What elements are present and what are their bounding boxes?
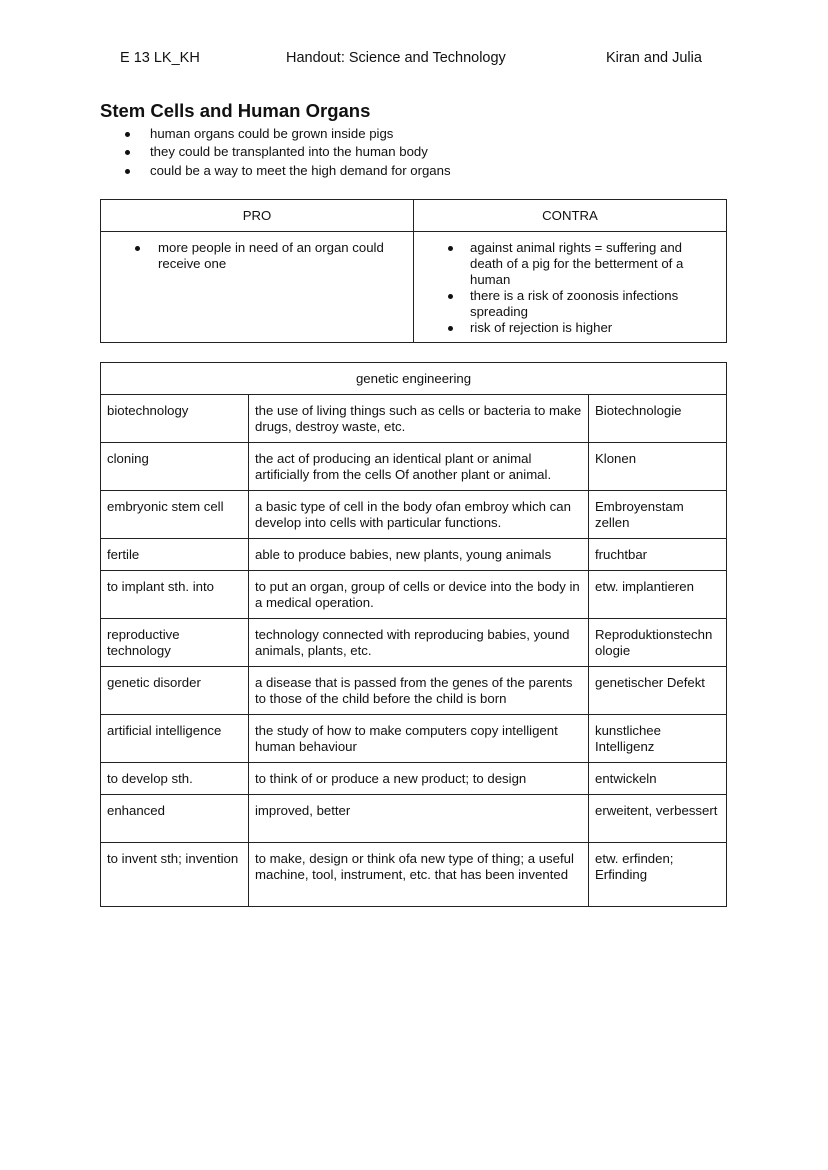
pro-contra-table — [100, 199, 727, 343]
definition-cell: improved, better — [249, 795, 589, 843]
table-row — [101, 491, 727, 539]
pro-contra-body-row — [101, 232, 727, 343]
definition-cell: the use of living things such as cells or bacteria to make drugs, destroy waste, etc. — [249, 395, 589, 443]
contra-item: against animal rights = suffering and death of a pig for the betterment of a human — [424, 240, 716, 288]
contra-item: risk of rejection is higher — [424, 320, 716, 336]
vocabulary-header-row — [101, 363, 727, 395]
definition-cell: to put an organ, group of cells or device into the body in a medical operation. — [249, 571, 589, 619]
table-row — [101, 795, 727, 843]
translation-cell: entwickeln — [589, 763, 727, 795]
translation-cell: fruchtbar — [589, 539, 727, 571]
intro-bullet: they could be transplanted into the human body — [100, 143, 451, 161]
translation-cell: Reproduktionstechn ologie — [589, 619, 727, 667]
definition-cell: technology connected with reproducing babies, yound animals, plants, etc. — [249, 619, 589, 667]
translation-cell: etw. erfinden; Erfinding — [589, 843, 727, 907]
contra-cell — [414, 232, 727, 343]
definition-cell: a basic type of cell in the body ofan embroy which can develop into cells with particular functions. — [249, 491, 589, 539]
section-title: Stem Cells and Human Organs — [100, 100, 371, 121]
pro-list — [111, 240, 403, 272]
translation-cell: etw. implantieren — [589, 571, 727, 619]
intro-bullet: human organs could be grown inside pigs — [100, 125, 451, 143]
term-cell: artificial intelligence — [101, 715, 249, 763]
translation-cell: Klonen — [589, 443, 727, 491]
pro-item: more people in need of an organ could receive one — [111, 240, 403, 272]
intro-bullet-list — [100, 125, 451, 180]
page-header — [0, 50, 828, 70]
term-cell: genetic disorder — [101, 667, 249, 715]
table-row — [101, 395, 727, 443]
pro-cell — [101, 232, 414, 343]
term-cell: reproductive technology — [101, 619, 249, 667]
table-row — [101, 843, 727, 907]
vocabulary-header: genetic engineering — [101, 363, 727, 395]
contra-list — [424, 240, 716, 336]
contra-item: there is a risk of zoonosis infections spreading — [424, 288, 716, 320]
table-row — [101, 443, 727, 491]
table-row — [101, 619, 727, 667]
term-cell: fertile — [101, 539, 249, 571]
term-cell: embryonic stem cell — [101, 491, 249, 539]
intro-bullet: could be a way to meet the high demand for organs — [100, 162, 451, 180]
definition-cell: the act of producing an identical plant or animal artificially from the cells Of another plant or animal. — [249, 443, 589, 491]
pro-header: PRO — [101, 200, 414, 232]
definition-cell: the study of how to make computers copy intelligent human behaviour — [249, 715, 589, 763]
term-cell: biotechnology — [101, 395, 249, 443]
course-code: E 13 LK_KH — [120, 50, 200, 66]
definition-cell: to think of or produce a new product; to design — [249, 763, 589, 795]
definition-cell: a disease that is passed from the genes of the parents to those of the child before the child is born — [249, 667, 589, 715]
term-cell: to invent sth; invention — [101, 843, 249, 907]
table-row — [101, 715, 727, 763]
handout-title: Handout: Science and Technology — [286, 50, 506, 66]
authors: Kiran and Julia — [606, 50, 702, 66]
translation-cell: Biotechnologie — [589, 395, 727, 443]
translation-cell: Embroyenstam zellen — [589, 491, 727, 539]
translation-cell: erweitent, verbessert — [589, 795, 727, 843]
pro-contra-header-row — [101, 200, 727, 232]
table-row — [101, 571, 727, 619]
term-cell: to develop sth. — [101, 763, 249, 795]
term-cell: cloning — [101, 443, 249, 491]
term-cell: to implant sth. into — [101, 571, 249, 619]
translation-cell: kunstlichee Intelligenz — [589, 715, 727, 763]
definition-cell: able to produce babies, new plants, young animals — [249, 539, 589, 571]
definition-cell: to make, design or think ofa new type of thing; a useful machine, tool, instrument, etc. that has been invented — [249, 843, 589, 907]
contra-header: CONTRA — [414, 200, 727, 232]
table-row — [101, 763, 727, 795]
term-cell: enhanced — [101, 795, 249, 843]
table-row — [101, 539, 727, 571]
vocabulary-table — [100, 362, 727, 907]
translation-cell: genetischer Defekt — [589, 667, 727, 715]
table-row — [101, 667, 727, 715]
